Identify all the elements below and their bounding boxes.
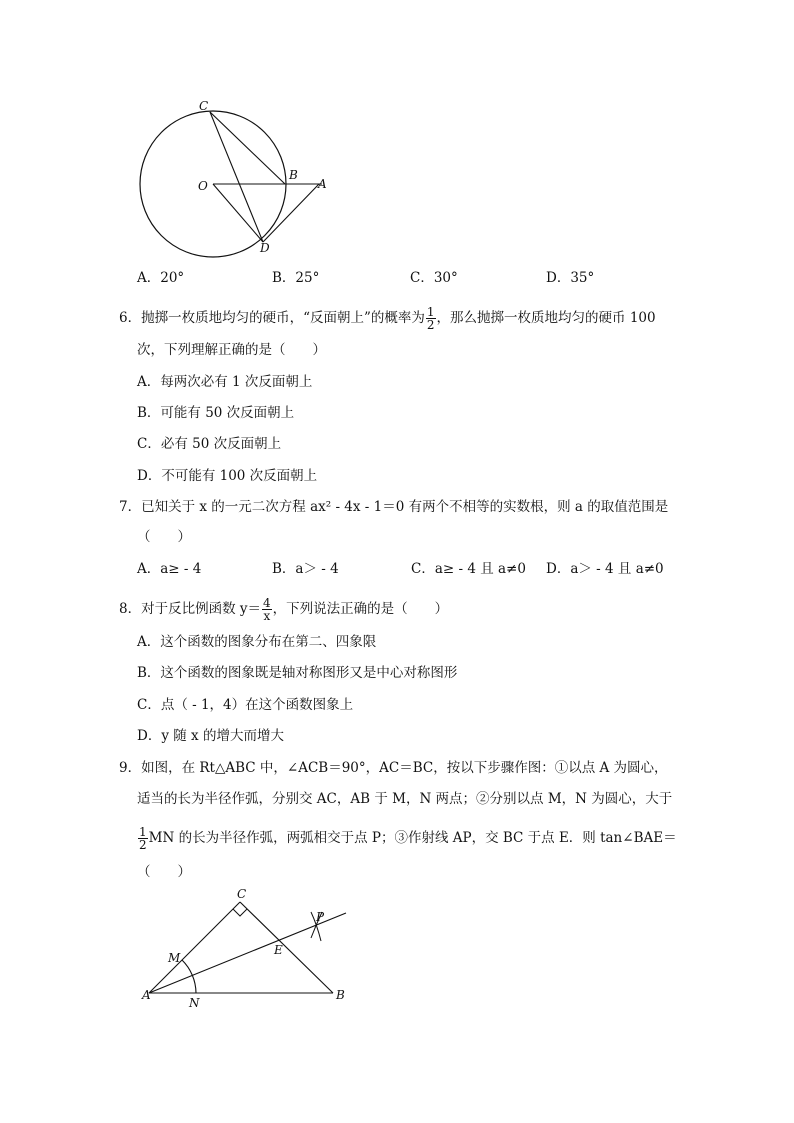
q8-stem-text: 8．对于反比例函数 y＝	[119, 601, 262, 617]
q8-option-d[interactable]: D．y 随 x 的增大而增大	[137, 728, 284, 744]
label-o: O	[198, 179, 208, 193]
label-c: C	[199, 99, 209, 113]
label-p: P	[316, 910, 325, 924]
label-a: A	[318, 177, 327, 191]
q9-stem-line4: （ ）	[137, 864, 191, 880]
q7-stem-line2: （ ）	[137, 529, 191, 545]
q6-option-c[interactable]: C．必有 50 次反面朝上	[137, 436, 282, 452]
label-b: B	[289, 168, 298, 182]
label-e: E	[274, 943, 283, 957]
q6-option-d[interactable]: D．不可能有 100 次反面朝上	[137, 468, 318, 484]
q5-circle-figure	[130, 95, 340, 260]
q8-option-a[interactable]: A．这个函数的图象分布在第二、四象限	[137, 634, 377, 650]
q9-stem-line3	[137, 826, 677, 851]
q8-stem-line1	[119, 597, 448, 622]
label-m: M	[168, 951, 181, 965]
label-b: B	[336, 988, 345, 1002]
q7-option-c[interactable]: C．a≥ - 4 且 a≠0	[411, 561, 526, 577]
q5-option-c[interactable]: C．30°	[410, 270, 458, 286]
q9-fraction	[138, 826, 148, 851]
q5-option-a[interactable]: A．20°	[137, 270, 185, 286]
q5-option-b[interactable]: B．25°	[272, 270, 320, 286]
q8-frac-den: x	[263, 609, 271, 623]
q9-triangle-figure	[135, 885, 355, 1010]
q9-stem-line1: 9．如图，在 Rt△ABC 中，∠ACB＝90°，AC＝BC，按以下步骤作图：①以点 A 为圆心，	[119, 760, 668, 776]
q9-stem-text-post: MN 的长为半径作弧，两弧相交于点 P；③作射线 AP，交 BC 于点 E．则 tan∠BAE＝	[148, 830, 677, 846]
q6-frac-num: 1	[426, 305, 435, 319]
q9-stem-line2: 适当的长为半径作弧，分别交 AC，AB 于 M，N 两点；②分别以点 M，N 为圆心，大于	[137, 791, 673, 807]
q6-option-a[interactable]: A．每两次必有 1 次反面朝上	[137, 374, 313, 390]
q9-frac-num: 1	[139, 825, 147, 839]
q8-fraction	[262, 597, 272, 622]
q9-frac-den: 2	[139, 838, 147, 852]
q8-frac-num: 4	[263, 596, 271, 610]
q6-stem-text-post: ，那么抛掷一枚质地均匀的硬币 100	[436, 310, 656, 326]
q6-stem-line2: 次，下列理解正确的是（ ）	[137, 342, 326, 358]
q8-stem-text-post: ，下列说法正确的是（ ）	[272, 601, 449, 617]
q7-option-a[interactable]: A．a≥ - 4	[137, 561, 202, 577]
q6-frac-den: 2	[426, 318, 435, 332]
label-d: D	[260, 241, 270, 255]
q7-stem-line1: 7．已知关于 x 的一元二次方程 ax² - 4x - 1＝0 有两个不相等的实数根，则 a 的取值范围是	[119, 499, 669, 515]
label-c: C	[237, 887, 247, 901]
q5-option-d[interactable]: D．35°	[546, 270, 595, 286]
q7-option-d[interactable]: D．a＞ - 4 且 a≠0	[546, 561, 664, 577]
label-n: N	[189, 996, 200, 1010]
q8-option-b[interactable]: B．这个函数的图象既是轴对称图形又是中心对称图形	[137, 665, 458, 681]
q7-option-b[interactable]: B．a＞ - 4	[272, 561, 339, 577]
q8-option-c[interactable]: C．点（ - 1，4）在这个函数图象上	[137, 697, 354, 713]
q6-stem-line1	[119, 306, 656, 331]
q6-option-b[interactable]: B．可能有 50 次反面朝上	[137, 405, 295, 421]
label-a: A	[142, 988, 151, 1002]
q6-stem-text: 6．抛掷一枚质地均匀的硬币，“反面朝上”的概率为	[119, 310, 425, 326]
q6-fraction	[426, 306, 436, 331]
